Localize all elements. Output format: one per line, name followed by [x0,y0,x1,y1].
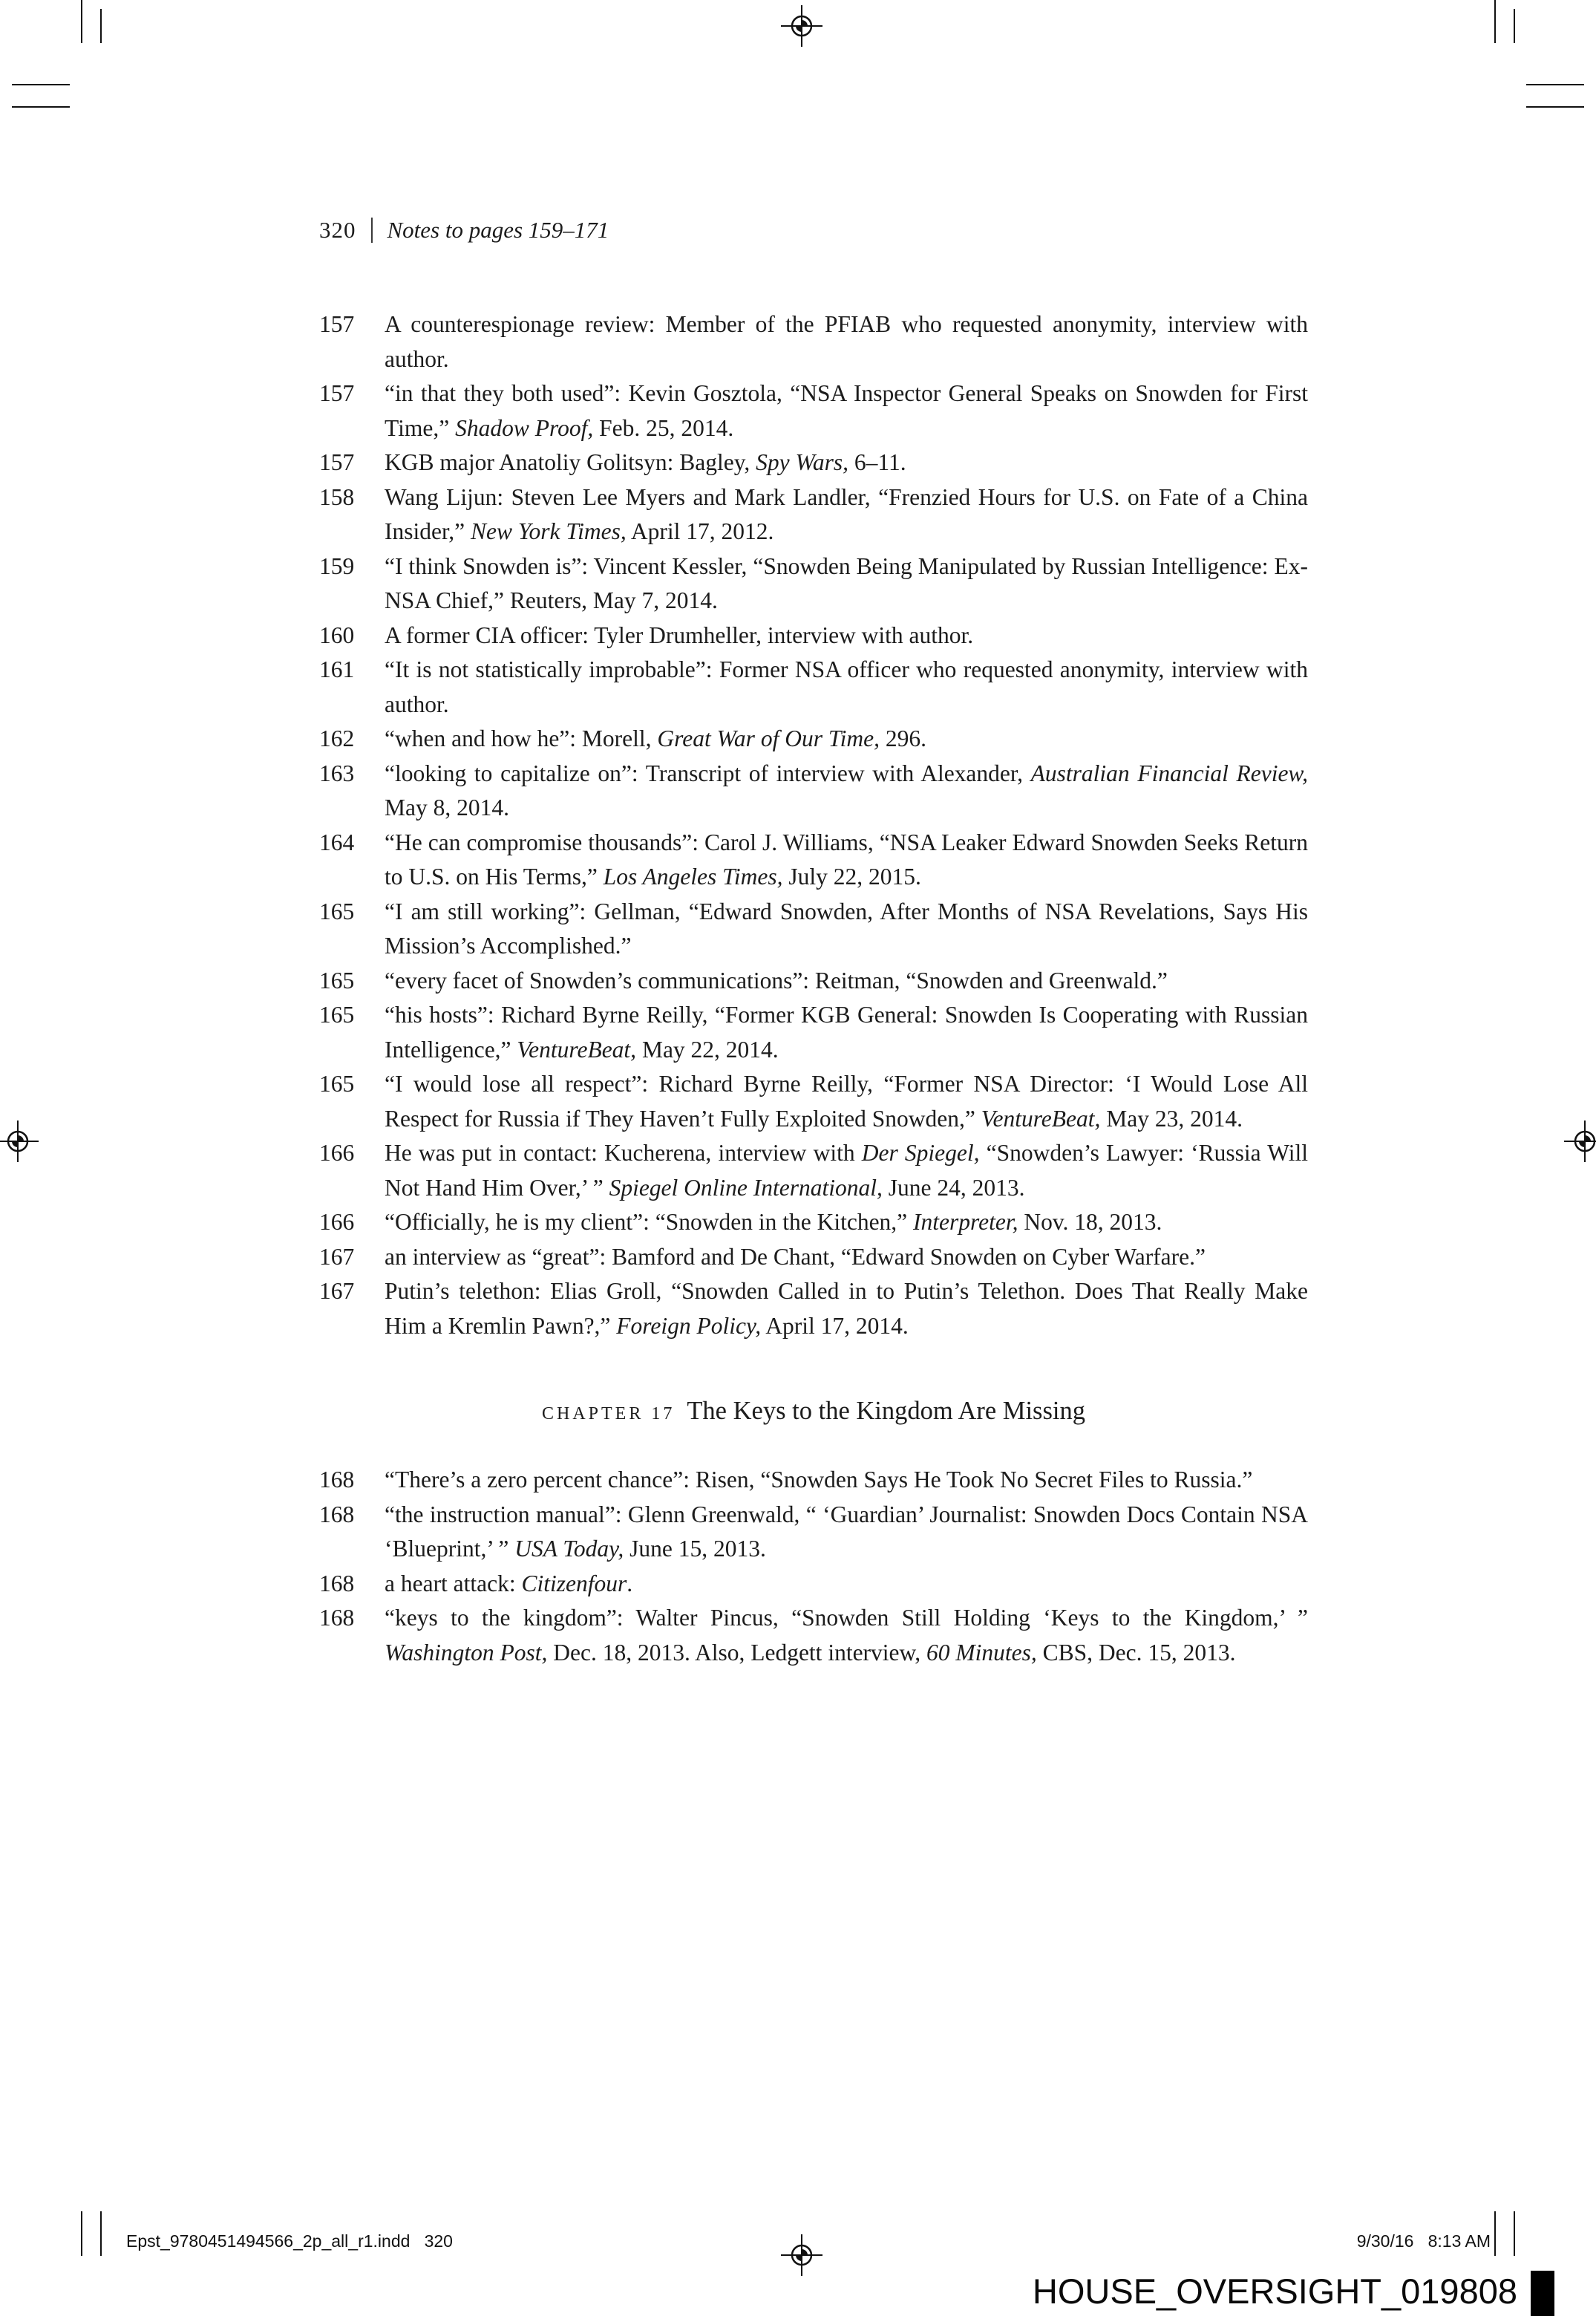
note-text: “looking to capitalize on”: Transcript of interview with Alexander, Australian Financial Review, May 8, 2014. [385,760,1308,821]
note-page-number: 168 [319,1467,355,1493]
note-page-number: 157 [319,311,355,337]
note-text: “There’s a zero percent chance”: Risen, “Snowden Says He Took No Secret Files to Russia.” [385,1467,1253,1493]
note-item [319,998,1308,1067]
chapter-heading [319,1397,1308,1426]
print-timestamp: 9/30/16 8:13 AM [1356,2231,1491,2251]
note-item [319,1601,1308,1670]
note-text: “the instruction manual”: Glenn Greenwald, “ ‘Guardian’ Journalist: Snowden Docs Contain NSA ‘Blueprint,’ ” USA Today, June 15, 2013. [385,1501,1308,1562]
note-item [319,446,1308,480]
note-page-number: 162 [319,725,355,751]
note-item [319,1205,1308,1240]
note-item [319,1567,1308,1602]
note-text: KGB major Anatoliy Golitsyn: Bagley, Spy Wars, 6–11. [385,449,906,475]
note-item [319,757,1308,826]
registration-mark-left-middle [0,1121,39,1162]
running-head-divider [371,218,373,243]
crop-mark-top-right-h1 [1526,84,1584,85]
note-item [319,480,1308,549]
note-page-number: 165 [319,1071,355,1097]
note-page-number: 160 [319,622,355,648]
note-item [319,1498,1308,1567]
crop-mark-bottom-left-v1 [81,2211,82,2256]
chapter-label: CHAPTER 17 [542,1404,676,1423]
note-page-number: 168 [319,1501,355,1527]
note-item [319,307,1308,376]
running-head [319,215,1308,245]
note-page-number: 163 [319,760,355,786]
note-text: “in that they both used”: Kevin Gosztola, “NSA Inspector General Speaks on Snowden for First Time,” Shadow Proof, Feb. 25, 2014. [385,380,1308,441]
crop-mark-bottom-left-v2 [100,2211,102,2256]
registration-mark-bottom-center [781,2234,822,2276]
note-page-number: 168 [319,1570,355,1596]
note-item [319,1136,1308,1205]
note-item [319,376,1308,446]
note-text: “I am still working”: Gellman, “Edward Snowden, After Months of NSA Revelations, Says His Mission’s Accomplished.” [385,898,1308,959]
note-item [319,826,1308,895]
note-page-number: 164 [319,829,355,855]
note-page-number: 165 [319,1002,355,1028]
crop-mark-top-right-v2 [1514,9,1515,43]
crop-mark-top-left-h2 [12,106,70,108]
page-number: 320 [319,217,356,243]
note-item [319,1274,1308,1343]
note-text: “It is not statistically improbable”: Former NSA officer who requested anonymity, interview with author. [385,656,1308,717]
note-item [319,549,1308,619]
note-text: “when and how he”: Morell, Great War of Our Time, 296. [385,725,926,751]
text-block [319,215,1308,1670]
note-page-number: 161 [319,656,355,682]
note-page-number: 167 [319,1243,355,1270]
crop-mark-bottom-right-v1 [1494,2211,1496,2256]
note-item [319,653,1308,722]
running-head-title: Notes to pages 159–171 [387,217,609,243]
note-page-number: 167 [319,1278,355,1304]
note-text: an interview as “great”: Bamford and De Chant, “Edward Snowden on Cyber Warfare.” [385,1243,1206,1270]
crop-mark-top-left-h1 [12,84,70,85]
note-text: “I would lose all respect”: Richard Byrne Reilly, “Former NSA Director: ‘I Would Lose All Respect for Russia if They Haven’t Fully Exploited Snowden,” VentureBeat, May 23, 2014. [385,1071,1308,1132]
registration-mark-right-middle [1564,1121,1596,1162]
bates-stamp: HOUSE_OVERSIGHT_019808 [1032,2271,1517,2311]
note-text: a heart attack: Citizenfour. [385,1570,633,1596]
crop-mark-top-right-h2 [1526,106,1584,108]
crop-mark-top-right-v1 [1494,0,1496,43]
note-item [319,722,1308,757]
scan-edge-black-bar [1531,2271,1554,2316]
note-text: “his hosts”: Richard Byrne Reilly, “Former KGB General: Snowden Is Cooperating with Russian Intelligence,” VentureBeat, May 22, 2014. [385,1002,1308,1063]
note-text: Putin’s telethon: Elias Groll, “Snowden Called in to Putin’s Telethon. Does That Really Make Him a Kremlin Pawn?,” Foreign Policy, April 17, 2014. [385,1278,1308,1339]
note-text: Wang Lijun: Steven Lee Myers and Mark Landler, “Frenzied Hours for U.S. on Fate of a China Insider,” New York Times, April 17, 2012. [385,483,1308,544]
endnotes-list-chapter-17 [319,1463,1308,1670]
registration-mark-top-center [781,5,822,47]
note-page-number: 165 [319,967,355,994]
note-item [319,619,1308,653]
note-item [319,895,1308,964]
note-text: He was put in contact: Kucherena, interview with Der Spiegel, “Snowden’s Lawyer: ‘Russia Will Not Hand Him Over,’ ” Spiegel Online International, June 24, 2013. [385,1140,1308,1201]
crop-mark-top-left-v1 [81,0,82,43]
note-text: “I think Snowden is”: Vincent Kessler, “Snowden Being Manipulated by Russian Intelligence: Ex-NSA Chief,” Reuters, May 7, 2014. [385,552,1308,613]
note-text: “keys to the kingdom”: Walter Pincus, “Snowden Still Holding ‘Keys to the Kingdom,’ ” Washington Post, Dec. 18, 2013. Also, Ledgett interview, 60 Minutes, CBS, Dec. 15, 2013. [385,1605,1308,1666]
note-item [319,1463,1308,1498]
note-page-number: 157 [319,380,355,406]
note-item [319,964,1308,999]
note-text: A counterespionage review: Member of the PFIAB who requested anonymity, interview with author. [385,311,1308,372]
note-page-number: 166 [319,1209,355,1235]
note-text: “Officially, he is my client”: “Snowden in the Kitchen,” Interpreter, Nov. 18, 2013. [385,1209,1162,1235]
crop-mark-top-left-v2 [100,9,102,43]
note-page-number: 168 [319,1605,355,1631]
note-page-number: 166 [319,1140,355,1166]
note-page-number: 157 [319,449,355,475]
endnotes-list [319,307,1308,1343]
note-text: “He can compromise thousands”: Carol J. Williams, “NSA Leaker Edward Snowden Seeks Return to U.S. on His Terms,” Los Angeles Times, July 22, 2015. [385,829,1308,890]
note-page-number: 165 [319,898,355,924]
indesign-slug: Epst_9780451494566_2p_all_r1.indd 320 [126,2231,453,2251]
note-page-number: 158 [319,483,355,510]
chapter-title: The Keys to the Kingdom Are Missing [687,1397,1085,1425]
note-text: “every facet of Snowden’s communications”: Reitman, “Snowden and Greenwald.” [385,967,1168,994]
note-item [319,1067,1308,1136]
note-page-number: 159 [319,552,355,579]
note-text: A former CIA officer: Tyler Drumheller, interview with author. [385,622,974,648]
note-item [319,1240,1308,1275]
crop-mark-bottom-right-v2 [1514,2211,1515,2256]
